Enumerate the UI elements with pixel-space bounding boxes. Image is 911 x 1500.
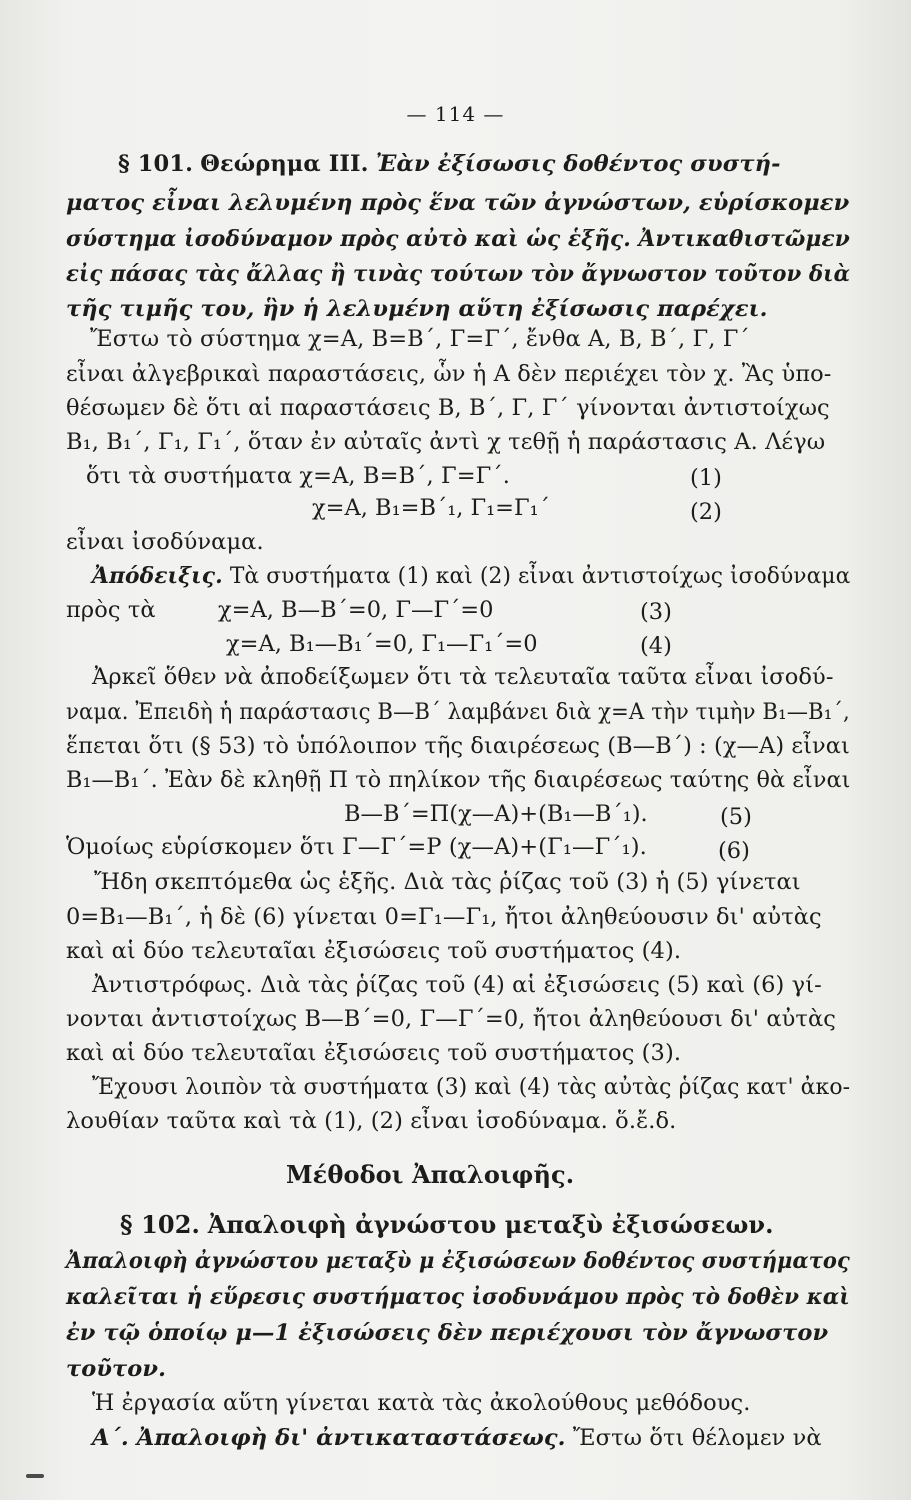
body-line-16: Ἀρκεῖ ὅθεν νὰ ἀποδείξωμεν ὅτι τὰ τελευταῖα ταῦτα εἶναι ἰσοδύ- bbox=[92, 664, 834, 690]
theorem-label: Θεώρημα III. bbox=[200, 151, 369, 177]
body-line-102-6 bbox=[92, 1427, 822, 1450]
body-line-22: Ἤδη σκεπτόμεθα ὡς ἑξῆς. Διὰ τὰς ῥίζας τοῦ (3) ἡ (5) γίνεται bbox=[94, 869, 801, 895]
theorem-line-3: σύστημα ἰσοδύναμον πρὸς αὐτὸ καὶ ὡς ἑξῆς. Ἀντικαθιστῶμεν bbox=[66, 226, 850, 252]
methods-heading: Μέθοδοι Ἀπαλοιφῆς. bbox=[286, 1160, 575, 1189]
body-line-6: Ἔστω τὸ σύστημα χ=Α, Β=Β΄, Γ=Γ΄, ἔνθα Α, Β, Β΄, Γ, Γ΄ bbox=[90, 326, 750, 352]
method-a-label: Α΄. Ἀπαλοιφὴ δι' ἀντικαταστάσεως. bbox=[92, 1425, 566, 1451]
method-a-text: Ἔστω ὅτι θέλομεν νὰ bbox=[572, 1425, 822, 1451]
body-line-17: ναμα. Ἐπειδὴ ἡ παράστασις Β—Β΄ λαμβάνει διὰ χ=Α τὴν τιμὴν Β₁—Β₁΄, bbox=[66, 699, 850, 725]
print-speck bbox=[26, 1474, 44, 1478]
equation-number-5: (5) bbox=[720, 804, 752, 830]
theorem-line-4: εἰς πάσας τὰς ἄλλας ἢ τινὰς τούτων τὸν ἄγνωστον τοῦτον διὰ bbox=[66, 261, 851, 287]
body-line-28: Ἔχουσι λοιπὸν τὰ συστήματα (3) καὶ (4) τὰς αὐτὰς ῥίζας κατ' ἀκο- bbox=[92, 1074, 851, 1100]
body-line-21: Ὁμοίως εὑρίσκομεν ὅτι Γ—Γ΄=Ρ (χ—Α)+(Γ₁—Γ΄₁). bbox=[66, 834, 647, 860]
body-line-14a: πρὸς τὰ bbox=[66, 597, 156, 623]
theorem-line-5: τῆς τιμῆς του, ἣν ἡ λελυμένη αὕτη ἐξίσωσις παρέχει. bbox=[66, 296, 768, 322]
system-3: χ=Α, Β—Β΄=0, Γ—Γ΄=0 bbox=[218, 597, 494, 623]
body-line-29: λουθίαν ταῦτα καὶ τὰ (1), (2) εἶναι ἰσοδύναμα. ὅ.ἔ.δ. bbox=[66, 1108, 677, 1134]
equation-number-2: (2) bbox=[690, 499, 722, 525]
body-line-10: ὅτι τὰ συστήματα χ=Α, Β=Β΄, Γ=Γ΄. bbox=[86, 463, 510, 489]
body-line-102-5: Ἡ ἐργασία αὕτη γίνεται κατὰ τὰς ἀκολούθους μεθόδους. bbox=[92, 1390, 751, 1416]
body-line-25: Ἀντιστρόφως. Διὰ τὰς ῥίζας τοῦ (4) αἱ ἐξισώσεις (5) καὶ (6) γί- bbox=[92, 972, 822, 998]
proof-label: Ἀπόδειξις. bbox=[92, 563, 223, 589]
section-number: § 101. bbox=[118, 151, 193, 177]
body-line-19: Β₁—Β₁΄. Ἐὰν δὲ κληθῇ Π τὸ πηλίκον τῆς διαιρέσεως ταύτης θὰ εἶναι bbox=[66, 767, 851, 793]
definition-line-1: Ἀπαλοιφὴ ἀγνώστου μεταξὺ μ ἐξισώσεων δοθέντος συστήματος bbox=[66, 1248, 850, 1274]
definition-line-2: καλεῖται ἡ εὕρεσις συστήματος ἰσοδυνάμου πρὸς τὸ δοθὲν καὶ bbox=[66, 1284, 850, 1310]
body-line-23: 0=Β₁—Β₁΄, ἡ δὲ (6) γίνεται 0=Γ₁—Γ₁, ἤτοι ἀληθεύουσιν δι' αὐτὰς bbox=[66, 904, 822, 930]
body-line-8: θέσωμεν δὲ ὅτι αἱ παραστάσεις Β, Β΄, Γ, Γ΄ γίνονται ἀντιστοίχως bbox=[66, 395, 830, 421]
theorem-line-2: ματος εἶναι λελυμένη πρὸς ἕνα τῶν ἀγνώστων, εὑρίσκομεν bbox=[66, 190, 850, 216]
proof-line bbox=[92, 565, 850, 588]
body-line-7: εἶναι ἀλγεβρικαὶ παραστάσεις, ὧν ἡ Α δὲν περιέχει τὸν χ. Ἂς ὑπο- bbox=[66, 361, 832, 387]
equation-number-1: (1) bbox=[690, 465, 722, 491]
equation-number-6: (6) bbox=[718, 838, 750, 864]
proof-text: Τὰ συστήματα (1) καὶ (2) εἶναι ἀντιστοίχως ἰσοδύναμα bbox=[229, 563, 851, 589]
definition-line-4: τοῦτον. bbox=[66, 1356, 167, 1382]
definition-line-3: ἐν τῷ ὁποίῳ μ—1 ἐξισώσεις δὲν περιέχουσι τὸν ἄγνωστον bbox=[66, 1320, 829, 1346]
section-102-title: Ἀπαλοιφὴ ἀγνώστου μεταξὺ ἐξισώσεων. bbox=[207, 1210, 774, 1239]
equation-number-3: (3) bbox=[640, 599, 672, 625]
body-line-9: Β₁, Β₁΄, Γ₁, Γ₁΄, ὅταν ἐν αὐταῖς ἀντὶ χ τεθῇ ἡ παράστασις Α. Λέγω bbox=[66, 429, 826, 455]
body-line-27: καὶ αἱ δύο τελευταῖαι ἐξισώσεις τοῦ συστήματος (3). bbox=[66, 1040, 682, 1066]
theorem-text: Ἐὰν ἐξίσωσις δοθέντος συστή- bbox=[375, 151, 781, 177]
body-line-26: νονται ἀντιστοίχως Β—Β΄=0, Γ—Γ΄=0, ἤτοι ἀληθεύουσι δι' αὐτὰς bbox=[66, 1006, 836, 1032]
section-102-number: § 102. bbox=[120, 1210, 200, 1239]
theorem-heading-line bbox=[118, 153, 781, 176]
section-102-heading bbox=[120, 1210, 774, 1239]
body-line-24: καὶ αἱ δύο τελευταῖαι ἐξισώσεις τοῦ συστήματος (4). bbox=[66, 938, 682, 964]
system-2: χ=Α, Β₁=Β΄₁, Γ₁=Γ₁΄ bbox=[312, 495, 550, 521]
system-4: χ=Α, Β₁—Β₁΄=0, Γ₁—Γ₁΄=0 bbox=[226, 631, 538, 657]
body-line-18: ἕπεται ὅτι (§ 53) τὸ ὑπόλοιπον τῆς διαιρέσεως (Β—Β΄) : (χ—Α) εἶναι bbox=[66, 733, 850, 759]
equation-5: Β—Β΄=Π(χ—Α)+(Β₁—Β΄₁). bbox=[344, 801, 648, 827]
page-number: — 114 — bbox=[406, 102, 505, 126]
equation-number-4: (4) bbox=[640, 633, 672, 659]
body-line-12: εἶναι ἰσοδύναμα. bbox=[66, 529, 264, 555]
